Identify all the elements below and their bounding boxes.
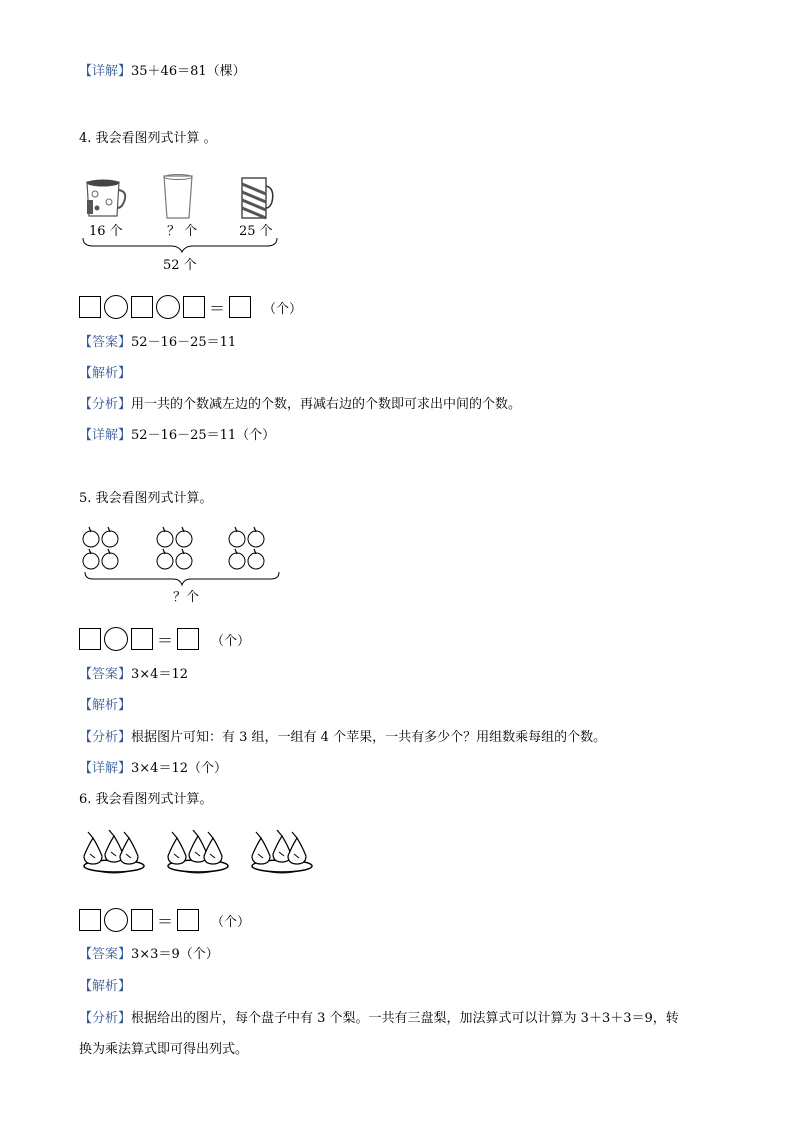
apple-icon: [83, 527, 99, 547]
q4-analysis: [79, 396, 521, 414]
analysis-label: 【分析】: [79, 730, 132, 745]
operator-circle[interactable]: [156, 295, 180, 319]
answer-text: 3×3＝9（个）: [131, 947, 219, 962]
label-middle: ？ 个: [167, 224, 198, 239]
apple-icon: [83, 549, 99, 569]
analysis-text: 用一共的个数减左边的个数，再减右边的个数即可求出中间的个数。: [131, 397, 522, 412]
q5-analysis: [79, 729, 606, 747]
q3-detail: [79, 63, 246, 81]
q6-analysis-heading: [79, 978, 131, 996]
label-total: 52 个: [163, 258, 197, 273]
detail-tag: 【详解】: [79, 761, 132, 776]
q6-expression: [79, 907, 250, 933]
q6-title: 6. 我会看图列式计算。: [79, 792, 213, 807]
analysis-label: 【分析】: [79, 1011, 132, 1026]
apple-icon: [229, 527, 245, 547]
answer-box[interactable]: [79, 628, 101, 650]
answer-box[interactable]: [79, 909, 101, 931]
unit: （个）: [211, 633, 251, 649]
q5-answer: [79, 666, 188, 684]
q4-analysis-heading: [79, 365, 131, 383]
q5-title: 5. 我会看图列式计算。: [79, 491, 213, 506]
equals-sign: ＝: [157, 911, 174, 931]
q5-detail: [79, 760, 227, 778]
answer-box[interactable]: [177, 628, 199, 650]
answer-box[interactable]: [183, 296, 205, 318]
operator-circle[interactable]: [104, 295, 128, 319]
analysis-tag: 【解析】: [79, 366, 132, 381]
q4-expression: [79, 294, 302, 320]
analysis-tag: 【解析】: [79, 979, 132, 994]
q4-detail: [79, 427, 275, 445]
detail-tag: 【详解】: [79, 64, 132, 79]
apple-icon: [157, 527, 173, 547]
equals-sign: ＝: [157, 630, 174, 650]
q5-figure: [79, 525, 289, 610]
q6-answer: [79, 946, 219, 964]
apple-icon: [157, 549, 173, 569]
glass-icon: [164, 175, 192, 219]
q5-analysis-heading: [79, 697, 131, 715]
mug-icon: [242, 178, 273, 218]
analysis-text: 根据图片可知：有 3 组，一组有 4 个苹果，一共有多少个？用组数乘每组的个数。: [131, 730, 607, 745]
answer-text: 52－16－25＝11: [131, 335, 237, 350]
answer-box[interactable]: [229, 296, 251, 318]
analysis-label: 【分析】: [79, 397, 132, 412]
apple-icon: [176, 527, 192, 547]
q6-figure: [79, 828, 319, 883]
detail-text: 52－16－25＝11（个）: [131, 428, 276, 443]
operator-circle[interactable]: [104, 627, 128, 651]
detail-text: 3×4＝12（个）: [131, 761, 227, 776]
detail-tag: 【详解】: [79, 428, 132, 443]
pear-plate-icon: [168, 830, 228, 874]
q4-title: 4. 我会看图列式计算 。: [79, 131, 217, 146]
cup-icon: [87, 180, 125, 217]
q5-expression: [79, 626, 250, 652]
operator-circle[interactable]: [104, 908, 128, 932]
answer-tag: 【答案】: [79, 335, 132, 350]
answer-box[interactable]: [131, 296, 153, 318]
pear-plate-icon: [252, 830, 312, 874]
answer-box[interactable]: [131, 909, 153, 931]
apple-icon: [102, 549, 118, 569]
answer-box[interactable]: [79, 296, 101, 318]
brace: [83, 238, 277, 252]
answer-tag: 【答案】: [79, 667, 132, 682]
q6-analysis-cont: 换为乘法算式即可得出列式。: [79, 1042, 249, 1057]
answer-text: 3×4＝12: [131, 667, 188, 682]
answer-tag: 【答案】: [79, 947, 132, 962]
unit: （个）: [263, 301, 303, 317]
q4-answer: [79, 334, 236, 352]
detail-text: 35＋46＝81（棵）: [131, 64, 246, 79]
unit: （个）: [211, 914, 251, 930]
apple-icon: [102, 527, 118, 547]
q4-figure: [79, 170, 289, 280]
label-total: ？个: [173, 590, 200, 605]
q6-analysis: [79, 1010, 679, 1028]
apple-icon: [176, 549, 192, 569]
label-left: 16 个: [89, 224, 123, 239]
equals-sign: ＝: [209, 298, 226, 318]
apple-icon: [229, 549, 245, 569]
label-right: 25 个: [239, 224, 273, 239]
answer-box[interactable]: [177, 909, 199, 931]
brace: [85, 572, 279, 585]
apple-icon: [248, 527, 264, 547]
pear-plate-icon: [84, 830, 144, 874]
answer-box[interactable]: [131, 628, 153, 650]
analysis-text: 根据给出的图片，每个盘子中有 3 个梨。一共有三盘梨，加法算式可以计算为 3＋3＋3＝9，转: [131, 1011, 679, 1026]
apple-icon: [248, 549, 264, 569]
analysis-tag: 【解析】: [79, 698, 132, 713]
